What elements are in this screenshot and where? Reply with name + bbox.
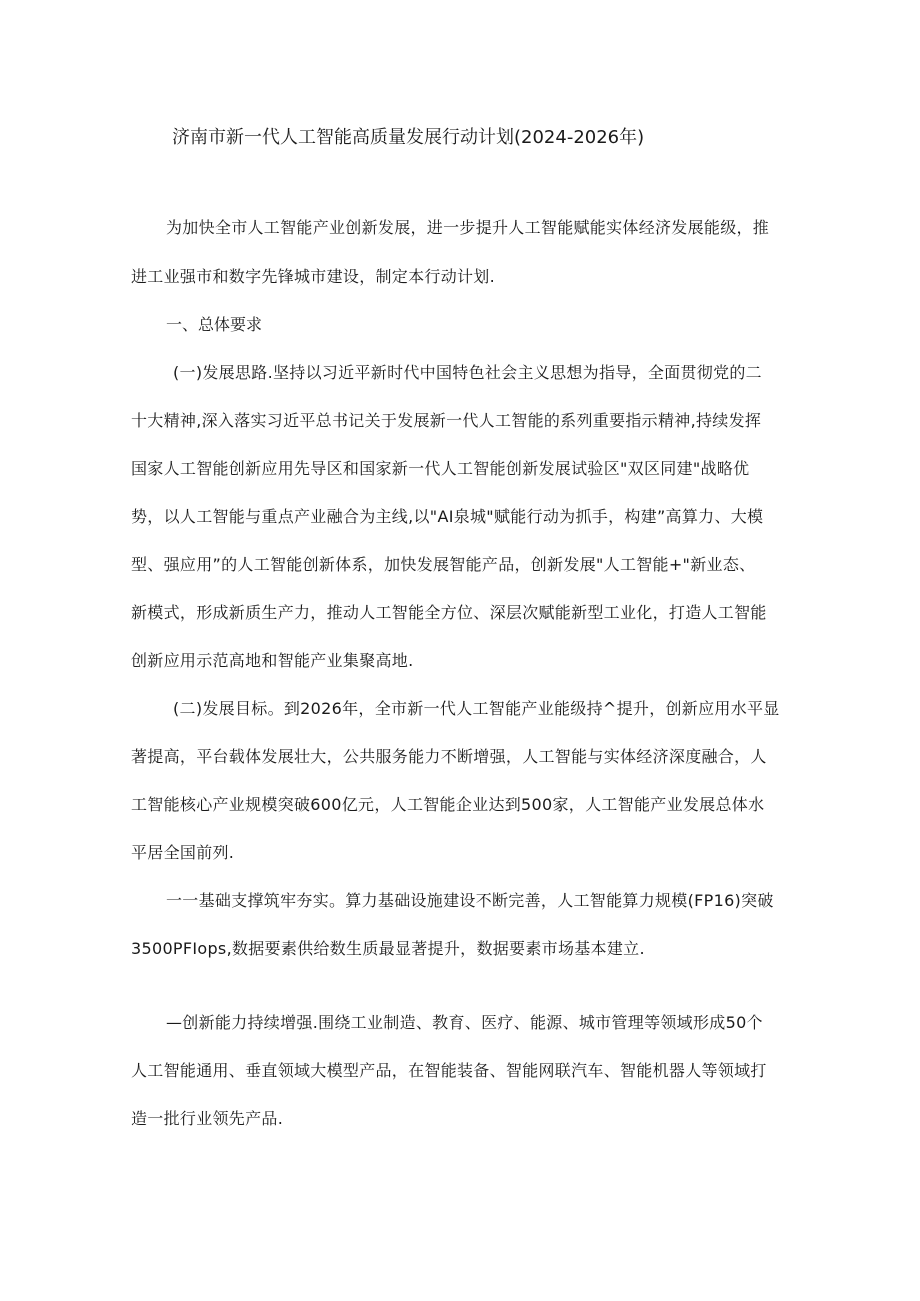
para2-line-4: 平居全国前列.	[131, 843, 235, 862]
para1-line-2: 十大精神,深入落实习近平总书记关于发展新一代人工智能的系列重要指示精神,持续发挥	[131, 411, 762, 430]
para3-line-1: 一一基础支撑筑牢夯实。算力基础设施建设不断完善，人工智能算力规模(FP16)突破	[166, 891, 774, 910]
para1-line-4: 势，以人工智能与重点产业融合为主线,以"AI泉城"赋能行动为抓手，构建”高算力、大模	[131, 507, 764, 526]
para4-line-3: 造一批行业领先产品.	[131, 1109, 284, 1128]
intro-line-1: 为加快全市人工智能产业创新发展，进一步提升人工智能赋能实体经济发展能级，推	[166, 218, 770, 237]
para2-line-1: (二)发展目标。到2026年，全市新一代人工智能产业能级持^提升，创新应用水平显	[173, 699, 780, 718]
para4-line-1: —创新能力持续增强.围绕工业制造、教育、医疗、能源、城市管理等领域形成50个	[166, 1013, 763, 1032]
section-heading-general-requirements: 一、总体要求	[166, 315, 263, 334]
para1-line-5: 型、强应用”的人工智能创新体系，加快发展智能产品，创新发展"人工智能+"新业态、	[131, 555, 756, 574]
document-title: 济南市新一代人工智能高质量发展行动计划(2024-2026年)	[172, 127, 645, 148]
para1-line-7: 创新应用示范高地和智能产业集聚高地.	[131, 651, 414, 670]
para1-line-1: (一)发展思路.坚持以习近平新时代中国特色社会主义思想为指导，全面贯彻党的二	[173, 363, 762, 382]
para3-line-2: 3500PFIops,数据要素供给数生质最显著提升，数据要素市场基本建立.	[131, 939, 645, 958]
para2-line-2: 著提高，平台载体发展壮大，公共服务能力不断增强，人工智能与实体经济深度融合，人	[131, 747, 767, 766]
intro-line-2: 进工业强市和数字先锋城市建设，制定本行动计划.	[131, 267, 495, 286]
para1-line-3: 国家人工智能创新应用先导区和国家新一代人工智能创新发展试验区"双区同建"战略优	[131, 459, 750, 478]
para2-line-3: 工智能核心产业规模突破600亿元，人工智能企业达到500家，人工智能产业发展总体水	[131, 795, 765, 814]
para1-line-6: 新模式，形成新质生产力，推动人工智能全方位、深层次赋能新型工业化，打造人工智能	[131, 603, 767, 622]
para4-line-2: 人工智能通用、垂直领域大模型产品，在智能装备、智能网联汽车、智能机器人等领域打	[131, 1061, 767, 1080]
